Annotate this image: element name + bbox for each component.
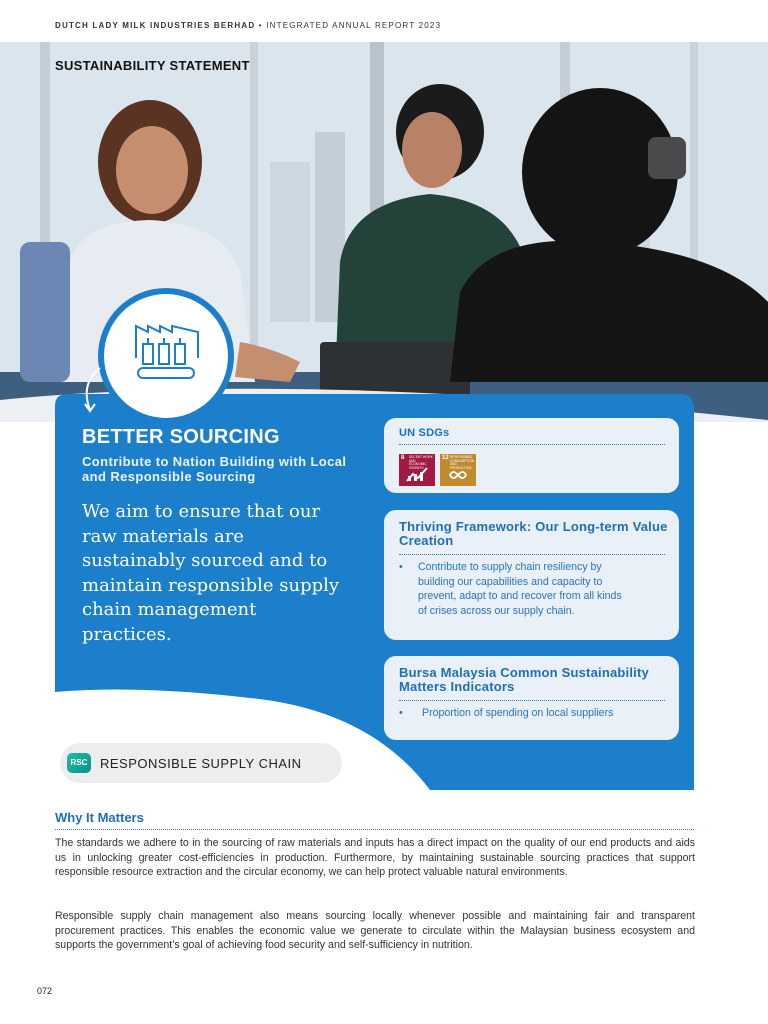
why-paragraph-1: The standards we adhere to in the sourcing of raw materials and inputs has a direct impact on the quality of our end products and aids us in unlocking greater cost-efficiencies in production. Furthermore, by maintaining sustainable sourcing practices that support responsible resource extraction and the circular economy, we can help protect valuable natural environments. — [55, 837, 695, 879]
better-sourcing-aim: We aim to ensure that our raw materials are sustainably sourced and to maintain responsible supply chain management practices. — [82, 501, 340, 645]
header-separator: • — [258, 21, 263, 30]
report-header — [0, 0, 768, 43]
divider — [399, 444, 665, 445]
better-sourcing-title: BETTER SOURCING — [82, 426, 280, 448]
divider — [399, 700, 665, 701]
sdg-12-icon: 12 RESPONSIBLE CONSUMPTION AND PRODUCTION — [440, 454, 476, 486]
why-it-matters-title: Why It Matters — [55, 810, 144, 825]
bursa-item: Proportion of spending on local suppliers — [422, 707, 614, 719]
thriving-line-3: prevent, adapt to and recover from all kinds — [418, 590, 622, 603]
thriving-title: Thriving Framework: Our Long-term Value Creation — [399, 519, 668, 548]
thriving-framework-card — [384, 510, 679, 640]
un-sdgs-title: UN SDGs — [399, 427, 450, 439]
divider — [399, 554, 665, 555]
header-text — [55, 21, 441, 30]
bullet-icon: • — [399, 707, 403, 719]
page-number: 072 — [37, 986, 53, 996]
rsc-label: RESPONSIBLE SUPPLY CHAIN — [100, 756, 302, 771]
factory-icon-badge — [98, 288, 234, 424]
divider — [55, 829, 694, 830]
factory-icon — [98, 288, 234, 424]
bullet-icon: • — [399, 561, 403, 573]
why-paragraph-2: Responsible supply chain management also means sourcing locally whenever possible and maintaining fair and transparent procurement practices. This enables the economic value we generate to circulate within the Malaysian business ecosystem and supports the government’s goal of achieving food security and self-sufficiency in nutrition. — [55, 910, 695, 952]
company-name: DUTCH LADY MILK INDUSTRIES BERHAD — [55, 21, 256, 30]
section-title: SUSTAINABILITY STATEMENT — [55, 58, 250, 73]
responsible-supply-chain-tag — [60, 743, 342, 783]
sdg-8-icon: 8 DECENT WORK AND ECONOMIC GROWTH — [399, 454, 435, 486]
thriving-line-1: Contribute to supply chain resiliency by — [418, 561, 602, 573]
thriving-line-4: of crises across our supply chain. — [418, 604, 575, 617]
rsc-badge-icon: RSC — [67, 753, 91, 773]
better-sourcing-subtitle: Contribute to Nation Building with Local and Responsible Sourcing — [82, 454, 347, 484]
bursa-indicators-card — [384, 656, 679, 740]
curved-arrow-icon — [78, 366, 108, 416]
report-name: INTEGRATED ANNUAL REPORT 2023 — [266, 21, 442, 30]
bursa-title: Bursa Malaysia Common Sustainability Matters Indicators — [399, 665, 649, 694]
thriving-line-2: building our capabilities and capacity to — [418, 575, 603, 588]
un-sdgs-card — [384, 418, 679, 493]
